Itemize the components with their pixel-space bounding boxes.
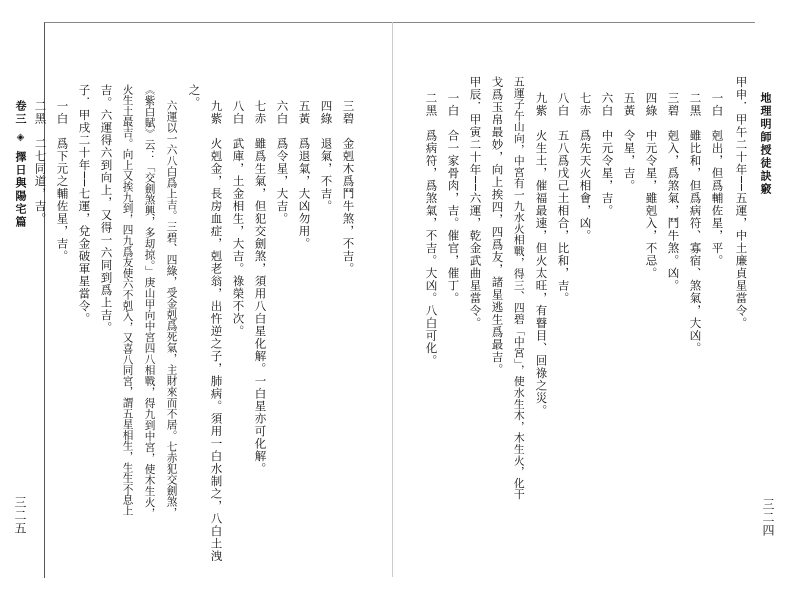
right-running-head: 地理明師授徒訣竅 bbox=[759, 92, 772, 196]
right-col-2: 一白 剋出，但爲輔佐星，平。 bbox=[710, 92, 725, 267]
right-col-9: 八白 五八爲戊己土相合，比和，吉。 bbox=[556, 92, 571, 305]
volume-label: 卷三 bbox=[14, 100, 27, 126]
right-col-8: 七赤 爲先天火相會，凶。 bbox=[578, 92, 593, 242]
left-col-3: 五黃 爲退氣，大凶勿用。 bbox=[297, 100, 312, 250]
right-col-4: 三碧 剋入，爲煞氣，鬥牛煞。凶。 bbox=[666, 92, 681, 292]
left-col-8: 之。 bbox=[187, 84, 202, 109]
left-running-head: 擇日與陽宅篇 bbox=[14, 150, 27, 229]
left-col-12: 吉。六運得六到向上，又得一六同到爲上吉。 bbox=[99, 84, 114, 334]
left-col-15: 二黑 二七同道，吉。 bbox=[33, 100, 48, 225]
left-running-head-volume bbox=[12, 100, 28, 229]
right-col-15: 二黑 爲病符，爲煞氣，不吉。大凶。八白可化。 bbox=[424, 92, 439, 367]
right-col-3: 二黑 雖比和，但爲病符、寡宿、煞氣，大凶。 bbox=[688, 92, 703, 355]
right-col-5: 四綠 中元令星，雖剋入，不忌。 bbox=[644, 92, 659, 280]
left-col-9: 六運以一六八白爲上吉。三碧、四綠，受金剋爲死氣，主財來而不居。七赤犯交劍煞， bbox=[165, 100, 178, 518]
left-col-10: 《紫白賦》云：「交劍煞興，多刧掠。」庚山甲向中宮四八相戰，得九到中宮，使木生火， bbox=[143, 84, 156, 519]
right-col-1: 甲申．甲午二十年──五運，中土廉貞星當令。 bbox=[734, 76, 749, 330]
right-col-6: 五黃 令星，吉。 bbox=[622, 92, 637, 192]
left-page-number: 三二五 bbox=[13, 496, 27, 535]
right-col-10: 九紫 火生土，催福最速，但火太旺，有瞽目、回祿之災。 bbox=[534, 92, 549, 417]
right-col-12: 戈爲玉帛最妙，向上挨四，四爲友，諸星逃生爲最吉。 bbox=[490, 76, 505, 376]
gutter-divider bbox=[392, 22, 393, 577]
left-col-7: 九紫 火剋金，長房血症，剋老翁，出忤逆之子，肺病。須用一白水制之，八白土洩 bbox=[209, 100, 224, 563]
left-col-13: 子．甲戌二十年──七運，兌金破軍星當令。 bbox=[77, 84, 92, 325]
right-page-number: 三二四 bbox=[761, 498, 775, 537]
left-col-5: 七赤 雖爲生氣，但犯交劍煞，須用八白星化解。一白星亦可化解。 bbox=[253, 100, 268, 475]
left-col-14: 一白 爲下元之輔佐星，吉。 bbox=[55, 100, 70, 263]
right-col-13: 甲辰．甲寅二十年──六運，乾金武曲星當令。 bbox=[468, 76, 483, 330]
diamond-ornament-icon: ◈ bbox=[15, 131, 26, 145]
left-col-6: 八白 武庫，土金相生，大吉。祿榮不次。 bbox=[231, 100, 246, 338]
left-col-2: 四綠 退氣，不吉。 bbox=[319, 100, 334, 213]
right-col-14: 一白 合一家骨肉，吉。催官，催丁。 bbox=[446, 92, 461, 305]
left-col-4: 六白 爲令星，大吉。 bbox=[275, 100, 290, 225]
left-col-1: 三碧 金剋木爲鬥牛煞，不吉。 bbox=[341, 100, 356, 275]
right-col-7: 六白 中元令星，吉。 bbox=[600, 92, 615, 217]
left-col-11: 火生土最吉。向上又挨九到，四九爲友使六不剋入，又喜八同宮，謂五星相生，生生不息上 bbox=[121, 84, 134, 516]
right-col-11: 五運子午山向，中宮有一九水火相戰，得三、四碧「中宮」，使水生木，木生火，化干 bbox=[512, 76, 526, 500]
